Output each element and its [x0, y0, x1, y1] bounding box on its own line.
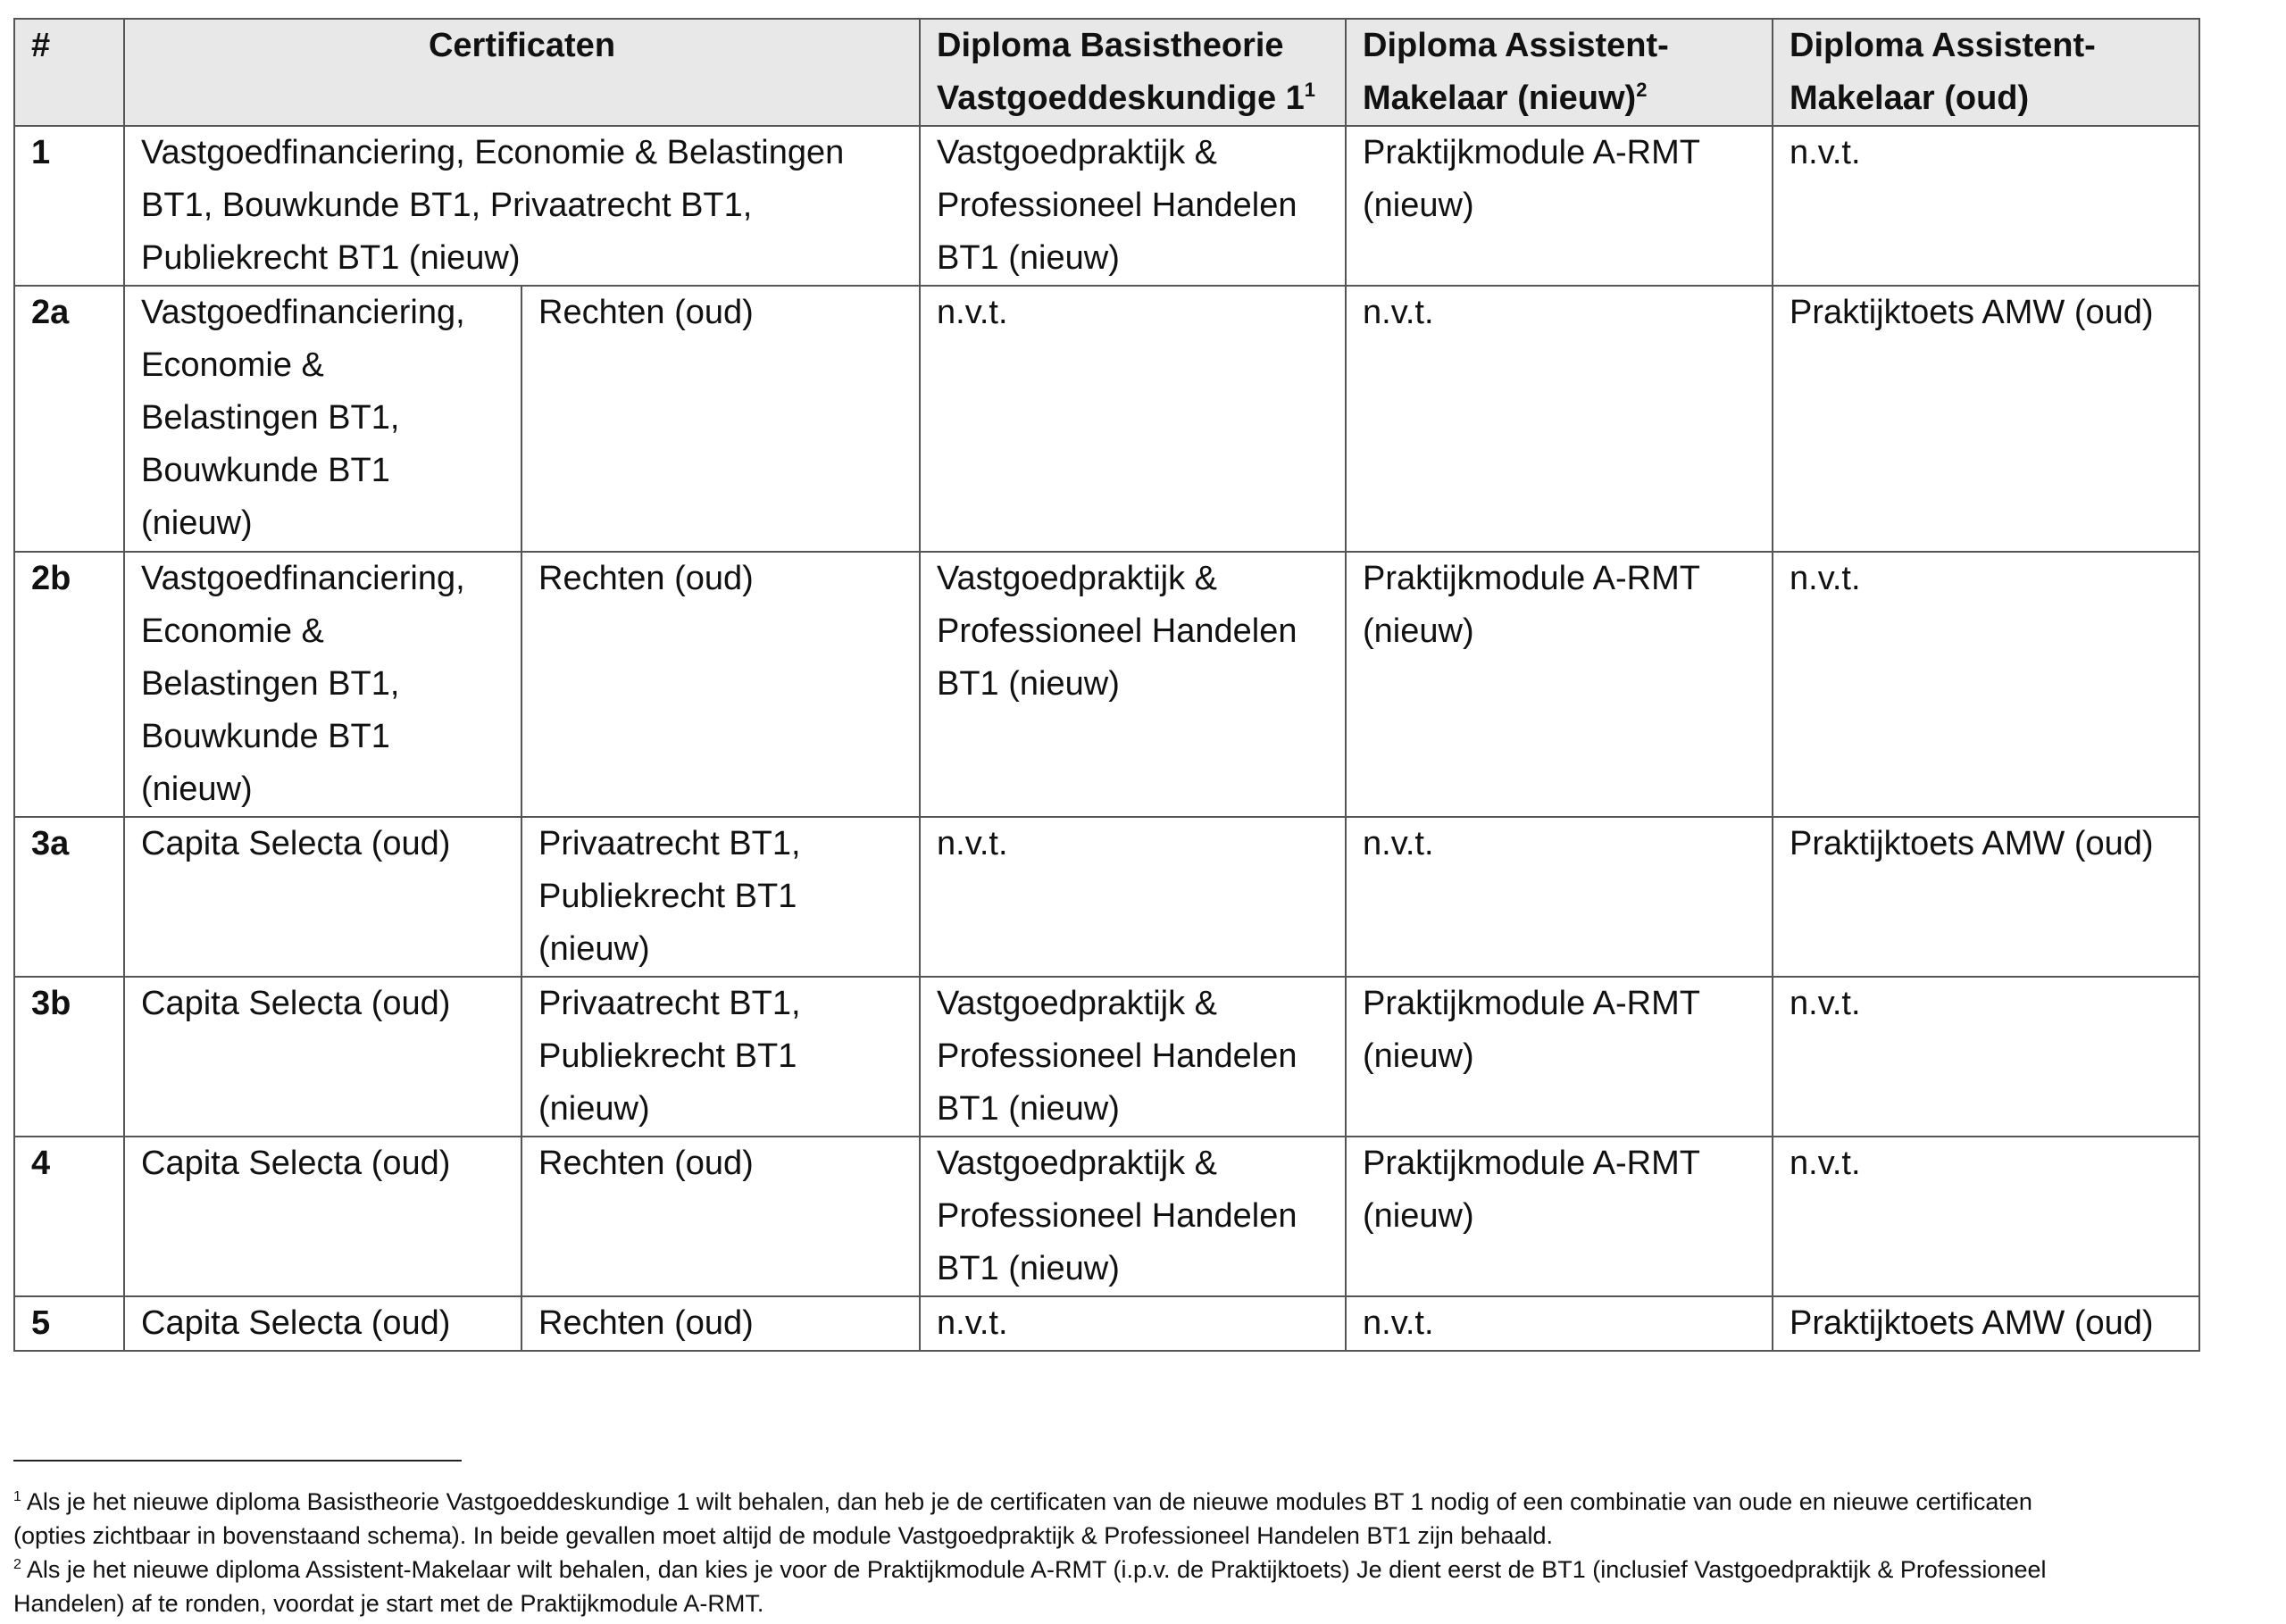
header-assistent-oud: Diploma Assistent-Makelaar (oud) [1773, 19, 2199, 126]
assistent-oud-cell: Praktijktoets AMW (oud) [1773, 1296, 2199, 1351]
header-basistheorie: Diploma Basistheorie Vastgoeddeskundige $1^1$ [920, 19, 1346, 126]
certificate-cell: Vastgoedfinanciering, Economie & Belastingen BT1, Bouwkunde BT1 (nieuw) [124, 552, 521, 817]
row-number: 3b [14, 977, 124, 1137]
certificate-cell: Privaatrecht BT1, Publiekrecht BT1 (nieuw) [521, 977, 920, 1137]
assistent-oud-cell: n.v.t. [1773, 977, 2199, 1137]
certificate-cell: Privaatrecht BT1, Publiekrecht BT1 (nieuw) [521, 817, 920, 977]
basistheorie-cell: n.v.t. [920, 1296, 1346, 1351]
table-row [14, 286, 2199, 552]
footnote-2-line-1: $^2$ Als je het nieuwe diploma Assistent-Makelaar wilt behalen, dan kies je voor de Praktijkmodule A-RMT (i.p.v. de Praktijktoets) Je dient eerst de BT1 (inclusief Vastgoedpraktijk & Professioneel [13, 1556, 2047, 1583]
header-assistent-nieuw: Diploma Assistent-Makelaar (nieuw)$^2$ [1346, 19, 1773, 126]
footnote-2-line-2: Handelen) af te ronden, voordat je start met de Praktijkmodule A-RMT. [13, 1590, 764, 1617]
basistheorie-cell: Vastgoedpraktijk & Professioneel Handelen BT1 (nieuw) [920, 977, 1346, 1137]
row-number: 1 [14, 126, 124, 286]
assistent-oud-cell: n.v.t. [1773, 552, 2199, 817]
table-row [14, 126, 2199, 286]
certificate-cell: Rechten (oud) [521, 1296, 920, 1351]
basistheorie-cell: n.v.t. [920, 286, 1346, 552]
header-row [14, 19, 2199, 126]
assistent-nieuw-cell: Praktijkmodule A-RMT (nieuw) [1346, 977, 1773, 1137]
footnote-separator [13, 1460, 462, 1462]
footnote-1-line-2: (opties zichtbaar in bovenstaand schema). In beide gevallen moet altijd de module Vastgoedpraktijk & Professioneel Handelen BT1 zijn behaald. [13, 1522, 1554, 1549]
header-certificates: Certificaten [124, 19, 920, 126]
assistent-nieuw-cell: Praktijkmodule A-RMT (nieuw) [1346, 552, 1773, 817]
certificate-cell: Capita Selecta (oud) [124, 1296, 521, 1351]
footnote-ref: 2 [1636, 79, 1648, 101]
assistent-oud-cell: Praktijktoets AMW (oud) [1773, 286, 2199, 552]
assistent-nieuw-cell: Praktijkmodule A-RMT (nieuw) [1346, 1137, 1773, 1296]
assistent-oud-cell: n.v.t. [1773, 126, 2199, 286]
assistent-nieuw-cell: Praktijkmodule A-RMT (nieuw) [1346, 126, 1773, 286]
assistent-oud-cell: n.v.t. [1773, 1137, 2199, 1296]
certificate-cell: Rechten (oud) [521, 552, 920, 817]
certificate-cell: Vastgoedfinanciering, Economie & Belastingen BT1, Bouwkunde BT1, Privaatrecht BT1, Publiekrecht BT1 (nieuw) [124, 126, 920, 286]
footnote-1-line-1: $^1$ Als je het nieuwe diploma Basistheorie Vastgoeddeskundige 1 wilt behalen, dan heb je de certificaten van de nieuwe modules BT 1 nodig of een combinatie van oude en nieuwe certificaten [13, 1488, 2032, 1515]
table-row [14, 552, 2199, 817]
basistheorie-cell: Vastgoedpraktijk & Professioneel Handelen BT1 (nieuw) [920, 1137, 1346, 1296]
diploma-table [13, 18, 2200, 1352]
certificate-cell: Vastgoedfinanciering, Economie & Belastingen BT1, Bouwkunde BT1 (nieuw) [124, 286, 521, 552]
footnote-ref: 1 [1304, 79, 1316, 101]
certificate-cell: Capita Selecta (oud) [124, 817, 521, 977]
assistent-oud-cell: Praktijktoets AMW (oud) [1773, 817, 2199, 977]
row-number: 3a [14, 817, 124, 977]
row-number: 5 [14, 1296, 124, 1351]
assistent-nieuw-cell: n.v.t. [1346, 286, 1773, 552]
row-number: 4 [14, 1137, 124, 1296]
certificate-cell: Capita Selecta (oud) [124, 1137, 521, 1296]
table-row [14, 1296, 2199, 1351]
row-number: 2b [14, 552, 124, 817]
certificate-cell: Rechten (oud) [521, 286, 920, 552]
header-num: # [14, 19, 124, 126]
table-row [14, 1137, 2199, 1296]
certificate-cell: Rechten (oud) [521, 1137, 920, 1296]
assistent-nieuw-cell: n.v.t. [1346, 817, 1773, 977]
certificate-cell: Capita Selecta (oud) [124, 977, 521, 1137]
assistent-nieuw-cell: n.v.t. [1346, 1296, 1773, 1351]
basistheorie-cell: Vastgoedpraktijk & Professioneel Handelen BT1 (nieuw) [920, 126, 1346, 286]
basistheorie-cell: n.v.t. [920, 817, 1346, 977]
row-number: 2a [14, 286, 124, 552]
basistheorie-cell: Vastgoedpraktijk & Professioneel Handelen BT1 (nieuw) [920, 552, 1346, 817]
table-row [14, 977, 2199, 1137]
table-row [14, 817, 2199, 977]
